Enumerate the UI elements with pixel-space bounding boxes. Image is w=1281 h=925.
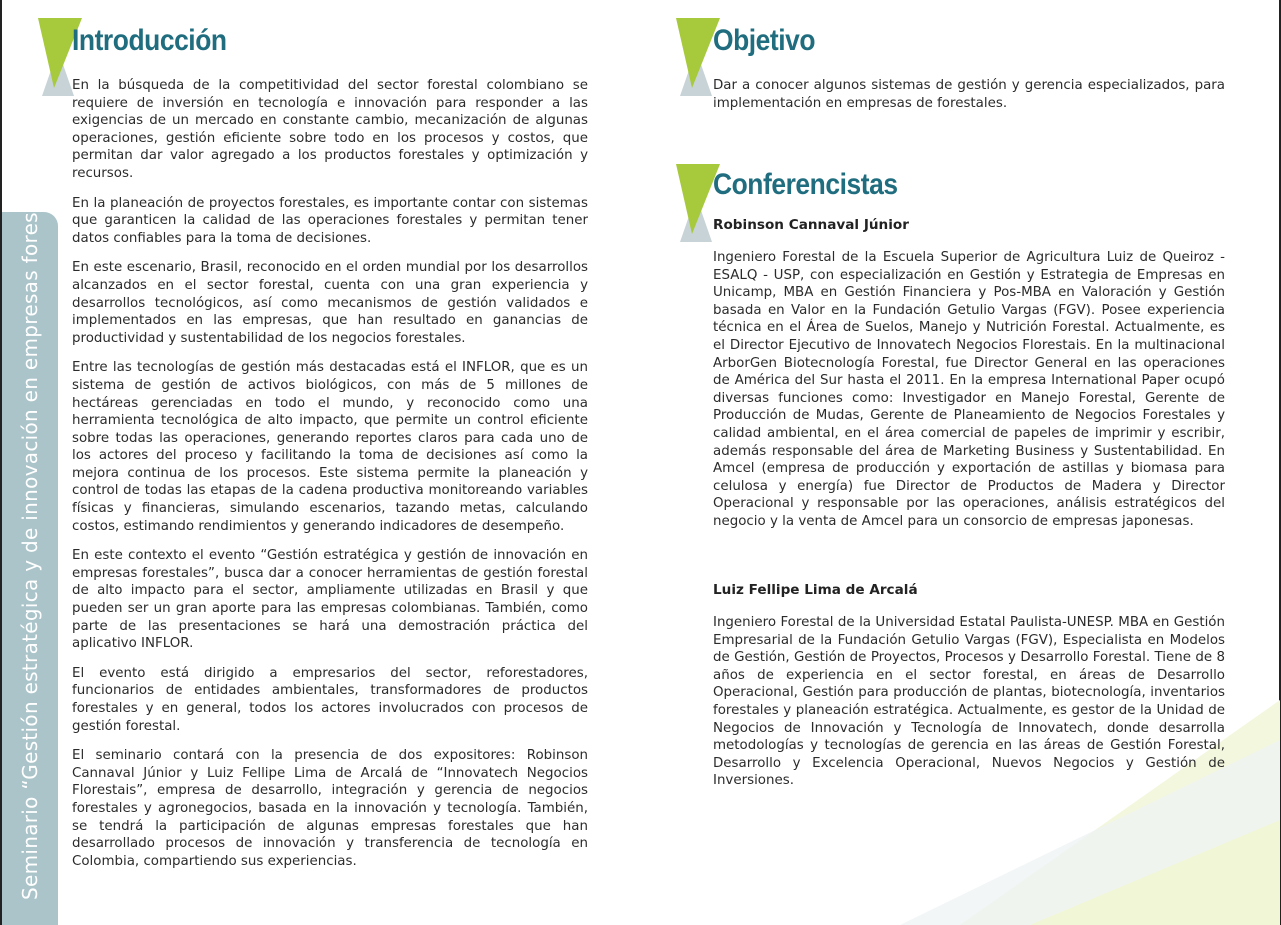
sidebar-seminar-title: Seminario “Gestión estratégica y de innovación en empresas forestales <box>18 162 42 900</box>
speaker-bio-text: Ingeniero Forestal de la Escuela Superior de Agricultura Luiz de Queiroz - ESALQ - USP, con especialización en Gestión y Estrategia de Empresas en Unicamp, MBA en Gestión Financiera y Pos-MBA en Valoración y Gestión basada en Valor en la Fundación Getulio Vargas (FGV). Posee experiencia técnica en el Área de Suelos, Manejo y Nutrición Forestal. Actualmente, es el Director Ejecutivo de Innovatech Negocios Florestais. En la multinacional ArborGen Biotecnología Forestal, fue Director General en las operaciones de América del Sur hasta el 2011. En la empresa International Paper ocupó diversas funciones como: Investigador en Manejo Forestal, Gerente de Producción de Mudas, Gerente de Planeamiento de Negocios Forestales y calidad ambiental, en el área comercial de papeles de imprimir y escribir, además responsable del área de Marketing Business y Sustentabilidad. En Amcel (empresa de producción y exportación de astillas y biomasa para celulosa y energía) fue Director de Productos de Madera y Director Operacional y responsable por las operaciones, análisis estratégicos del negocio y la venta de Amcel para un consorcio de empresas japonesas. <box>713 250 1225 529</box>
conferencistas-heading: Conferencistas <box>713 168 898 201</box>
introduccion-paragraph: Entre las tecnologías de gestión más destacadas está el INFLOR, que es un sistema de gestión de activos biológicos, con más de 5 millones de hectáreas gerenciadas en todo el mundo, y reconocido como una herramienta tecnológica de alto impacto, que permite un control eficiente sobre todas las operaciones, generando reportes claros para cada uno de los actores del proceso y facilitando la toma de decisiones así como la mejora continua de los procesos. Este sistema permite la planeación y control de todas las etapas de la cadena productiva monitoreando variables físicas y financieras, simulando escenarios, tazando metas, calculando costos, estimando rendimientos y generando indicadores de desempeño. <box>72 360 588 534</box>
speaker-bio <box>713 614 1225 802</box>
speaker-name: Luiz Fellipe Lima de Arcalá <box>713 582 918 598</box>
objetivo-heading: Objetivo <box>713 24 816 57</box>
speaker-bio-text: Ingeniero Forestal de la Universidad Estatal Paulista-UNESP. MBA en Gestión Empresarial de la Fundación Getulio Vargas (FGV), Especialista en Modelos de Gestión, Gestión de Proyectos, Procesos y Desarrollo Forestal. Tiene de 8 años de experiencia en el sector forestal, en áreas de Desarrollo Operacional, Gestión para producción de plantas, biotecnología, inventarios forestales y planeación estratégica. Actualmente, es gestor de la Unidad de Negocios de Innovación y Tecnología de Innovatech, donde desarrolla metodologías y tecnologías de gerencia en las áreas de Gestión Forestal, Desarrollo y Excelencia Operacional, Nuevos Negocios y Gestión de Inversiones. <box>713 615 1225 789</box>
objetivo-text: Dar a conocer algunos sistemas de gestión y gerencia especializados, para implementación en empresas de forestales. <box>713 78 1225 111</box>
introduccion-heading: Introducción <box>72 24 227 57</box>
introduccion-paragraph: En la búsqueda de la competitividad del sector forestal colombiano se requiere de inversión en tecnología e innovación para responder a las exigencias de un mercado en constante cambio, mecanización de algunas operaciones, gestión eficiente sobre todo en los procesos y costos, que permitan dar valor agregado a los productos forestales y optimización y recursos. <box>72 78 588 181</box>
introduccion-paragraph: En la planeación de proyectos forestales, es importante contar con sistemas que garanticen la calidad de las operaciones forestales y permitan tener datos confiables para la toma de decisiones. <box>72 195 588 246</box>
introduccion-body <box>72 77 588 882</box>
speaker-bio <box>713 249 1225 543</box>
introduccion-paragraph: El evento está dirigido a empresarios del sector, reforestadores, funcionarios de entidades ambientales, transformadores de productos forestales y en general, todos los actores involucrados con procesos de gestión forestal. <box>72 665 588 734</box>
introduccion-paragraph: En este contexto el evento “Gestión estratégica y gestión de innovación en empresas forestales”, busca dar a conocer herramientas de gestión forestal de alto impacto para el sector, ampliamente utilizadas en Brasil y que pueden ser un gran aporte para las empresas colombianas. También, como parte de las presentaciones se hará una demostración práctica del aplicativo INFLOR. <box>72 548 588 652</box>
speaker-name: Robinson Cannaval Júnior <box>713 217 909 233</box>
objetivo-body <box>713 77 1225 124</box>
introduccion-paragraph: El seminario contará con la presencia de dos expositores: Robinson Cannaval Júnior y Luiz Fellipe Lima de Arcalá de “Innovatech Negocios Florestais”, empresa de desarrollo, integración y gerencia de negocios forestales y agronegocios, basada en la innovación y tecnología. También, se tendrá la participación de algunas empresas forestales que han desarrollado procesos de innovación y transferencia de tecnología en Colombia, compartiendo sus experiencias. <box>72 748 588 869</box>
introduccion-paragraph: En este escenario, Brasil, reconocido en el orden mundial por los desarrollos alcanzados en el sector forestal, cuenta con una gran experiencia y desarrollos tecnológicos, así como mecanismos de gestión validados e implementados en las empresas, que han resultado en ganancias de productividad y sustentabilidad de los negocios forestales. <box>72 260 588 346</box>
